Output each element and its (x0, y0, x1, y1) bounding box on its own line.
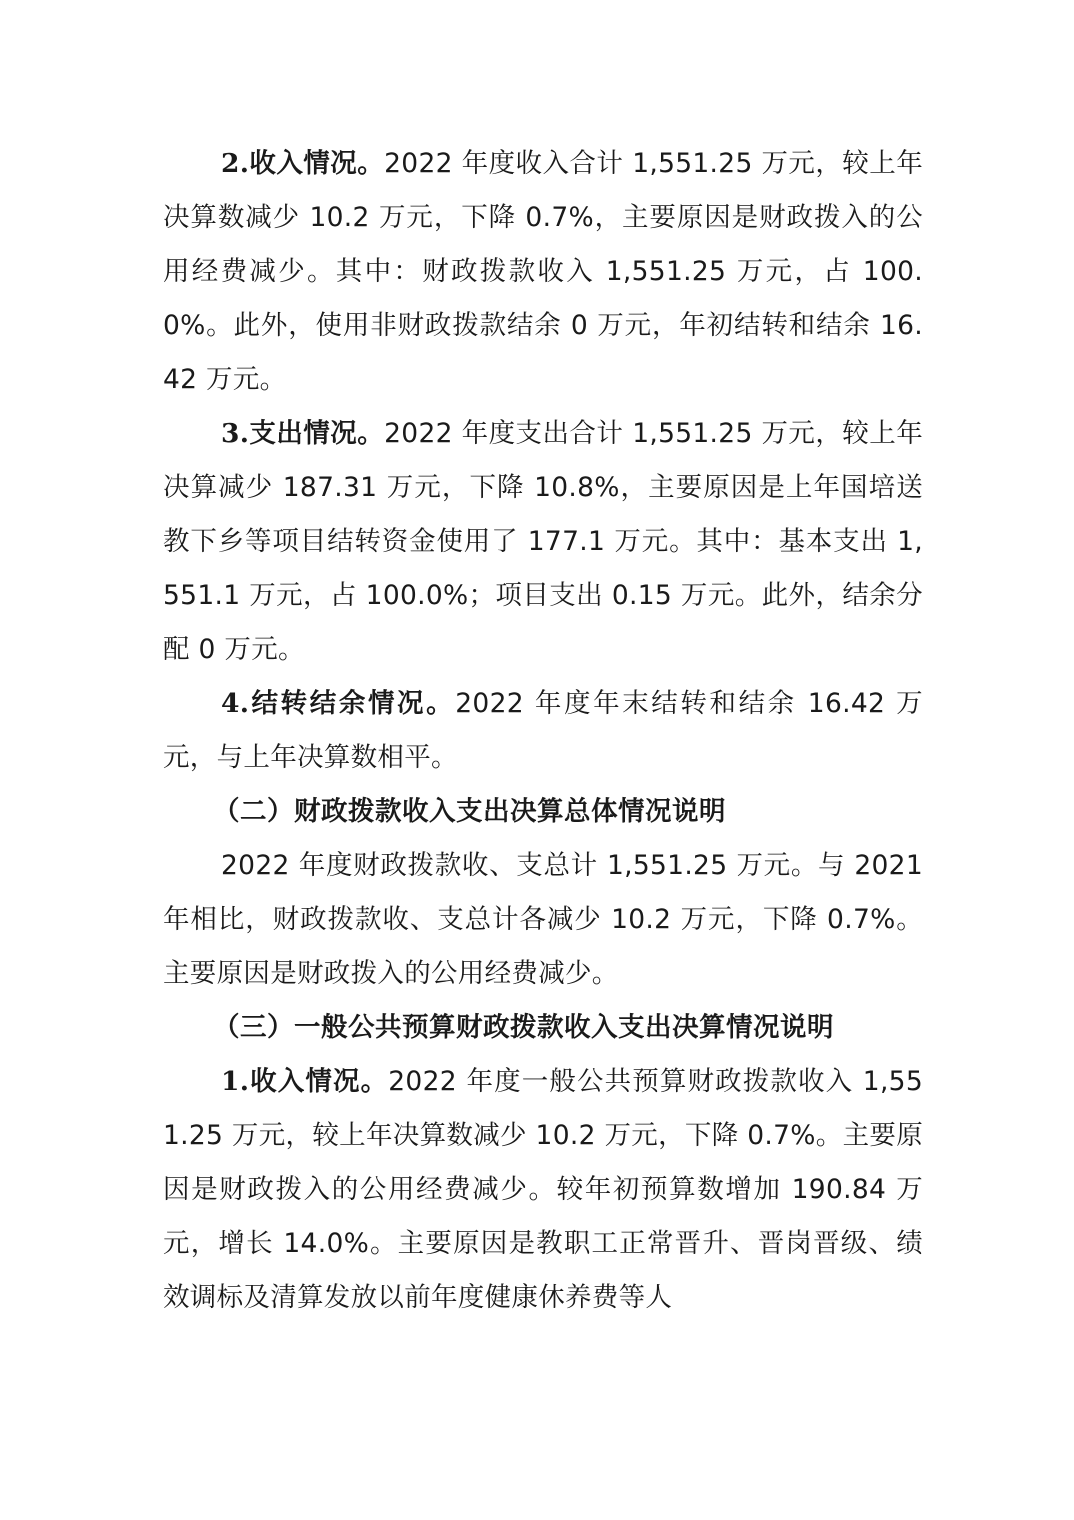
general-budget-income-paragraph (163, 1055, 923, 1325)
carryover-lead: 4.结转结余情况。 (221, 688, 456, 719)
section-heading-3: （三）一般公共预算财政拨款收入支出决算情况说明 (213, 1012, 834, 1043)
section-heading-2: （二）财政拨款收入支出决算总体情况说明 (213, 796, 726, 827)
carryover-paragraph (163, 677, 923, 785)
general-budget-income-lead: 1.收入情况。 (221, 1066, 389, 1097)
document-body (163, 137, 923, 1325)
carryover-text: 2022 年度年末结转和结余 16.42 万元，与上年决算数相平。 (163, 688, 923, 773)
income-paragraph (163, 137, 923, 407)
general-budget-income-text: 2022 年度一般公共预算财政拨款收入 1,551.25 万元，较上年决算数减少 10.2 万元，下降 0.7%。主要原因是财政拨入的公用经费减少。较年初预算数增加 190.84 万元，增长 14.0%。主要原因是教职工正常晋升、晋岗晋级、绩效调标及清算发放以前年度健康休养费等人 (163, 1066, 924, 1313)
income-lead: 2.收入情况。 (221, 148, 385, 179)
expenditure-paragraph (163, 407, 923, 677)
income-text: 2022 年度收入合计 1,551.25 万元，较上年决算数减少 10.2 万元，下降 0.7%，主要原因是财政拨入的公用经费减少。其中：财政拨款收入 1,551.25 万元，占 100.0%。此外，使用非财政拨款结余 0 万元，年初结转和结余 16.42 万元。 (163, 148, 923, 395)
expenditure-text: 2022 年度支出合计 1,551.25 万元，较上年决算减少 187.31 万元，下降 10.8%，主要原因是上年国培送教下乡等项目结转资金使用了 177.1 万元。其中：基本支出 1,551.1 万元，占 100.0%；项目支出 0.15 万元。此外，结余分配 0 万元。 (163, 418, 923, 665)
expenditure-lead: 3.支出情况。 (221, 418, 385, 449)
fiscal-total-paragraph: 2022 年度财政拨款收、支总计 1,551.25 万元。与 2021 年相比，财政拨款收、支总计各减少 10.2 万元，下降 0.7%。主要原因是财政拨入的公用经费减少。 (163, 850, 923, 989)
